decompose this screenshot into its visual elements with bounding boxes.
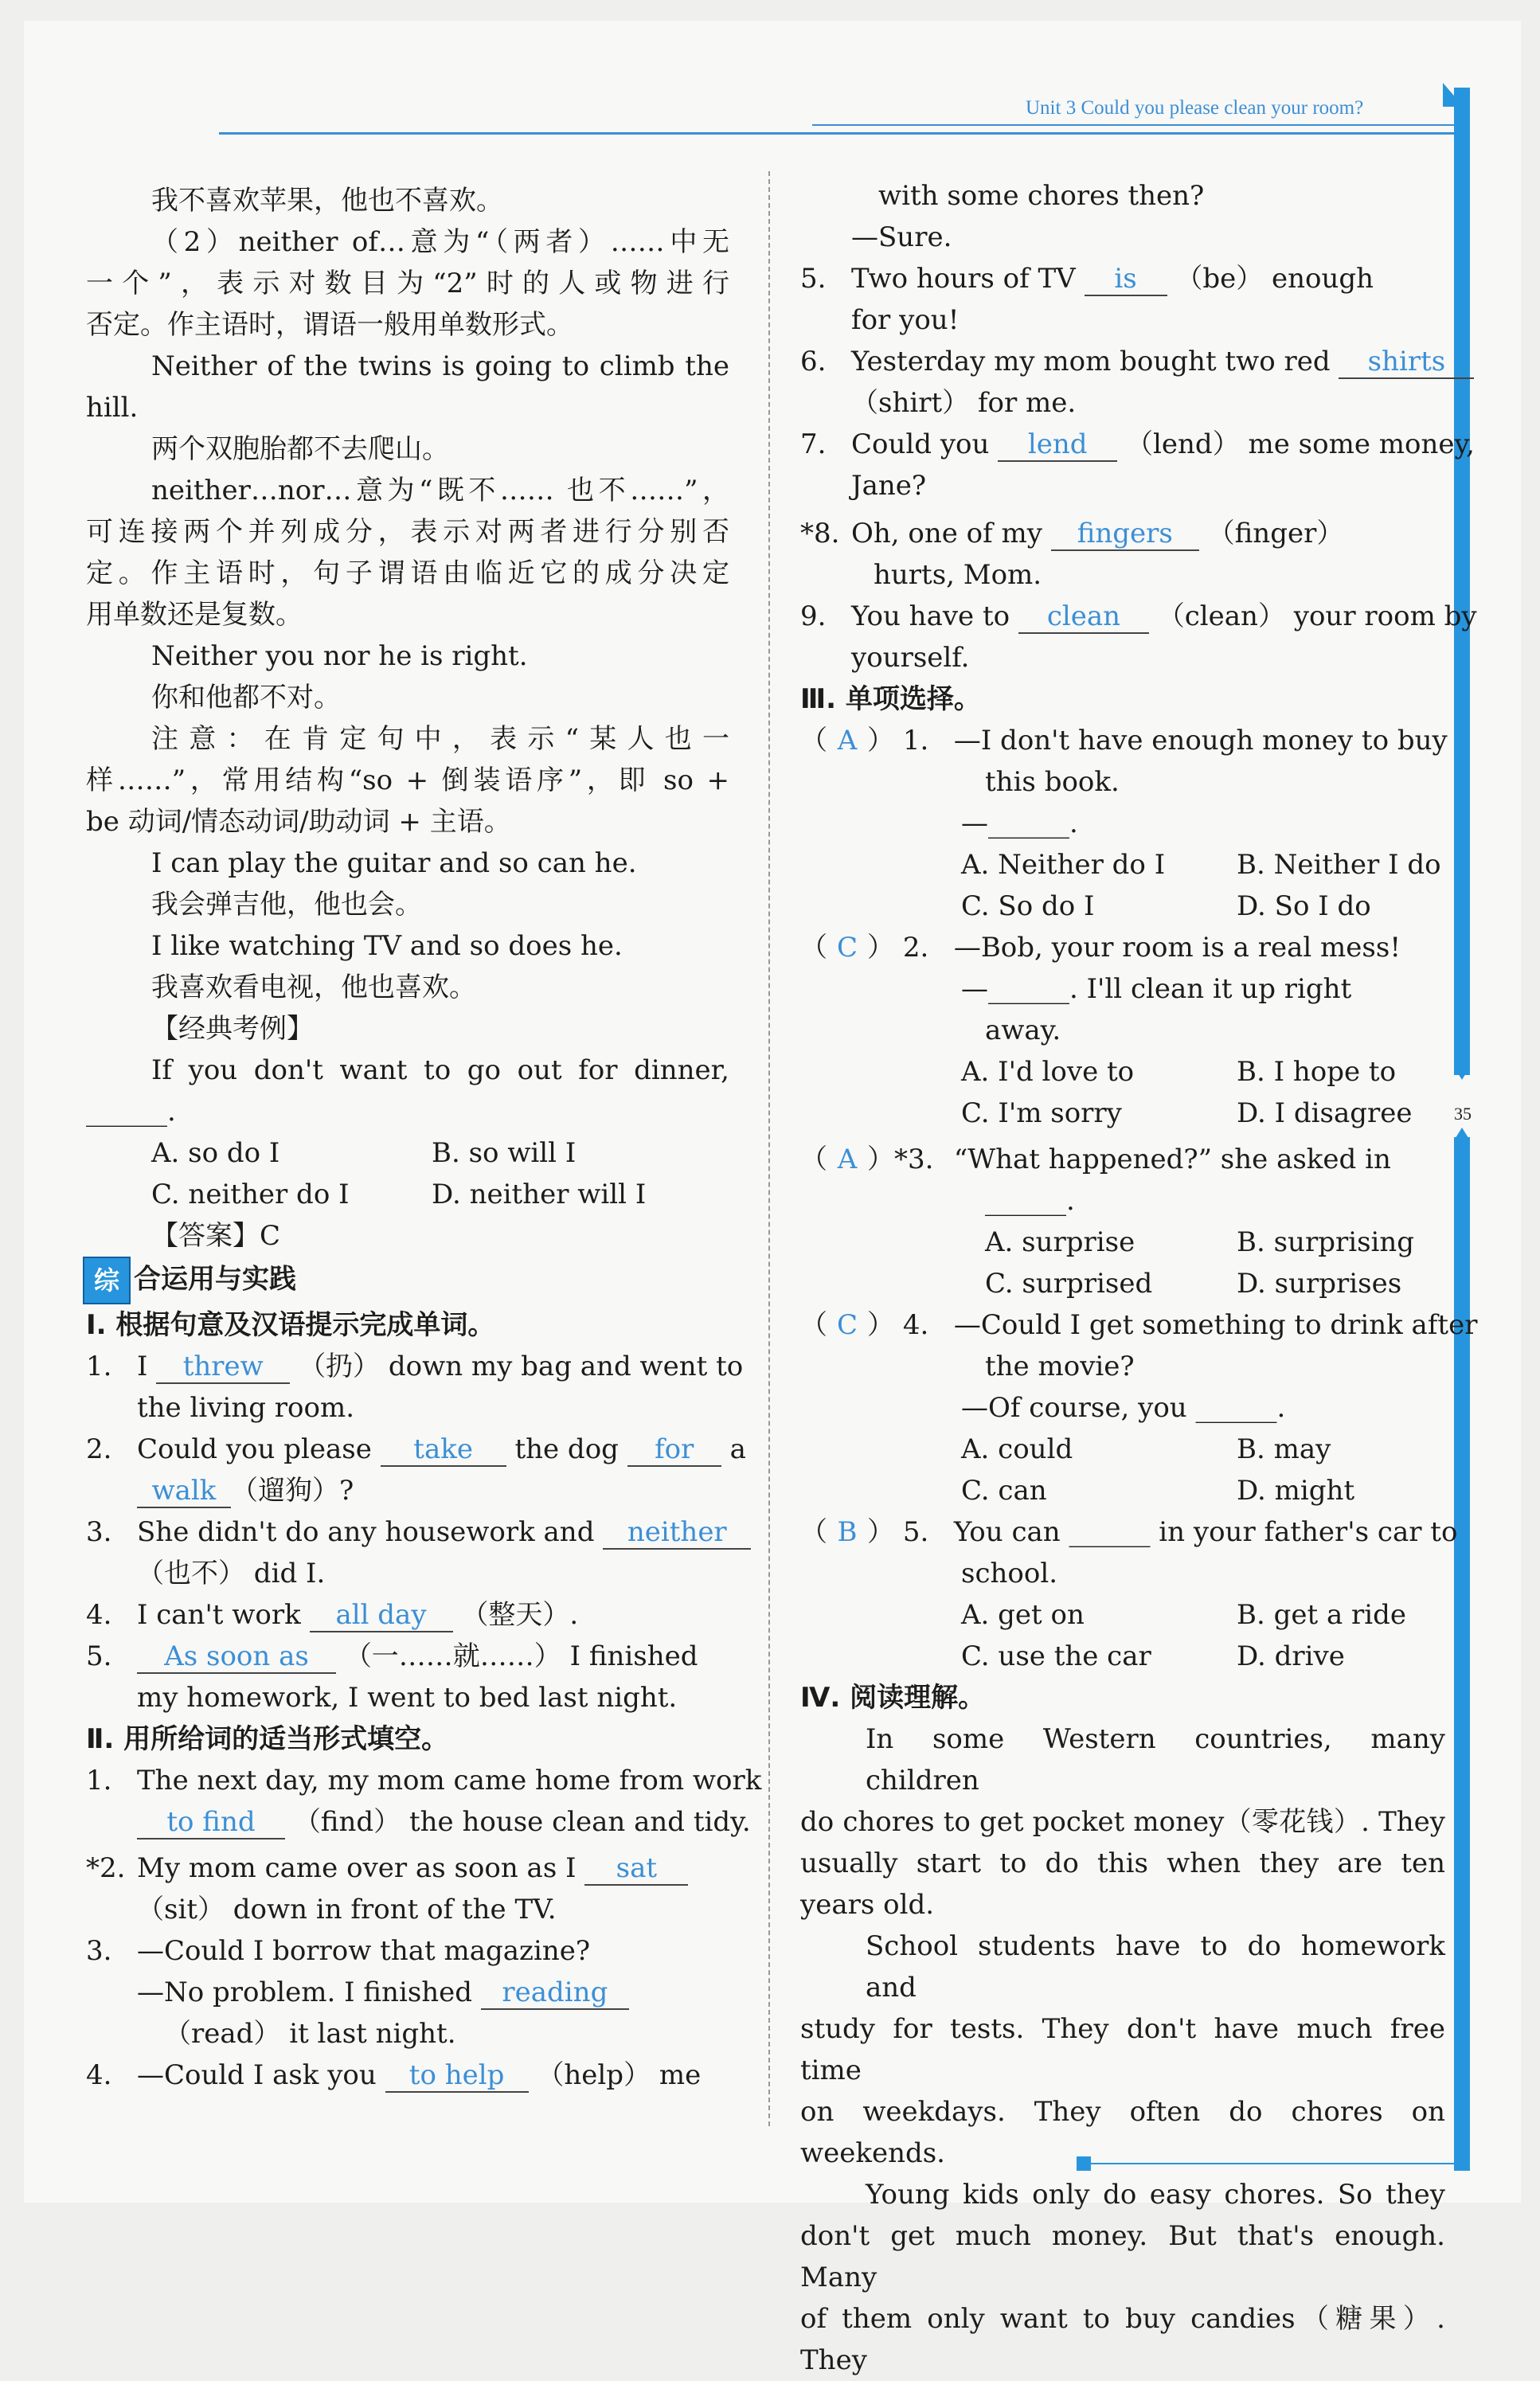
option-row — [800, 886, 1445, 927]
mc-choice: C — [836, 932, 858, 964]
text-line: 样……”，常用结构“so + 倒装语序”，即 so + — [86, 764, 729, 796]
option: D. drive — [1237, 1640, 1345, 1672]
option: A. I'd love to — [961, 1056, 1135, 1088]
option: C. neither do I — [151, 1179, 350, 1210]
question-number: 1. — [902, 725, 929, 757]
reading-line: don't get much money. But that's enough. Many — [800, 2220, 1445, 2293]
option-row — [86, 1132, 729, 1174]
question-number: 4. — [902, 1309, 929, 1341]
question-line: for you! — [851, 304, 960, 336]
question-text: （一……就……） I finished — [344, 1640, 698, 1672]
reading-line: Young kids only do easy chores. So they — [866, 2179, 1445, 2211]
question-text: —No problem. I finished — [137, 1976, 473, 2008]
question-number: 2. — [902, 932, 929, 964]
question-number: 3. — [86, 1516, 112, 1548]
question-line: （也不） did I. — [137, 1558, 326, 1589]
option-row — [800, 844, 1445, 886]
text-line: 我会弹吉他，他也会。 — [151, 889, 422, 921]
question-line — [800, 341, 1445, 382]
question-line: —Sure. — [851, 221, 952, 253]
mc-choice: A — [837, 725, 858, 757]
option: D. might — [1237, 1475, 1355, 1507]
question-text: Yesterday my mom bought two red — [851, 346, 1331, 377]
text-line: 我喜欢看电视，他也喜欢。 — [151, 972, 476, 1003]
question-line: the living room. — [137, 1392, 355, 1424]
text-line: 定。作主语时，句子谓语由临近它的成分决定 — [86, 557, 729, 589]
question-line: my homework, I went to bed last night. — [137, 1682, 678, 1714]
text-line: 我不喜欢苹果，他也不喜欢。 — [151, 185, 503, 217]
question-number: 6. — [800, 346, 827, 377]
question-text: —Could I ask you — [137, 2059, 377, 2091]
mc-question: （ B ） 5. You can ______ in your father's car to — [800, 1511, 1445, 1553]
option: D. So I do — [1237, 890, 1371, 922]
question-line: （shirt） for me. — [851, 387, 1077, 419]
option: D. I disagree — [1237, 1097, 1413, 1129]
question-text: —I don't have enough money to buy — [953, 725, 1448, 757]
running-header: Unit 3 Could you please clean your room? — [1026, 97, 1364, 119]
question-text: —Could I borrow that magazine? — [137, 1935, 591, 1967]
text-line: hill. — [86, 392, 139, 424]
question-text: She didn't do any housework and — [137, 1516, 595, 1548]
question-line: this book. — [985, 766, 1120, 798]
text-line: be 动词/情态动词/助动词 + 主语。 — [86, 806, 511, 838]
question-text: （find） the house clean and tidy. — [293, 1806, 751, 1838]
reading-line: years old. — [800, 1889, 935, 1921]
option-row — [800, 1594, 1445, 1636]
answer-blank: lend — [998, 428, 1117, 462]
option: C. I'm sorry — [961, 1097, 1122, 1129]
text-line: 否定。作主语时，谓语一般用单数形式。 — [86, 309, 573, 341]
option: B. I hope to — [1237, 1056, 1397, 1088]
option-row — [800, 1093, 1445, 1134]
mc-question: （ A ）*3. “What happened?” she asked in — [800, 1139, 1445, 1180]
reading-line: study for tests. They don't have much free time — [800, 2013, 1445, 2086]
question-text: Could you please — [137, 1433, 372, 1465]
question-text: （finger） — [1207, 518, 1344, 549]
mc-choice: B — [837, 1516, 858, 1548]
question-line: （sit） down in front of the TV. — [137, 1894, 557, 1926]
question-text: My mom came over as soon as I — [137, 1852, 577, 1884]
question-number: *8. — [800, 518, 840, 549]
answer-blank: threw — [156, 1351, 290, 1384]
option: B. may — [1237, 1433, 1331, 1465]
reading-line: In some Western countries, many children — [866, 1723, 1445, 1797]
question-text: （clean） your room by — [1157, 600, 1477, 632]
section-heading — [83, 1257, 729, 1304]
section-badge: 综 — [83, 1257, 131, 1304]
option: B. get a ride — [1237, 1599, 1407, 1631]
question-line: —______. I'll clean it up right — [961, 973, 1352, 1005]
question-line: hurts, Mom. — [874, 559, 1042, 591]
answer-blank: reading — [481, 1976, 629, 2010]
question-line: —______. — [961, 807, 1078, 839]
question-text: “What happened?” she asked in — [953, 1144, 1391, 1175]
question-text: （be） enough — [1175, 263, 1374, 295]
text-line: 一个”，表示对数目为“2”时的人或物进行 — [86, 268, 729, 299]
sec1-title: Ⅰ. 根据句意及汉语提示完成单词。 — [86, 1309, 495, 1341]
question-number: 3. — [86, 1935, 112, 1967]
side-bar-notch — [1454, 1067, 1470, 1080]
answer-blank: for — [627, 1433, 721, 1467]
left-column — [86, 180, 762, 2096]
question-text: Oh, one of my — [851, 518, 1042, 549]
option-row — [86, 1174, 729, 1215]
mc-choice: A — [837, 1144, 858, 1175]
question-number: 1. — [86, 1765, 112, 1797]
question-number: 4. — [86, 1599, 112, 1631]
answer-blank: to find — [137, 1806, 285, 1840]
question-text: a — [729, 1433, 746, 1465]
option: C. can — [961, 1475, 1047, 1507]
question-line — [86, 1760, 762, 1801]
question-line: with some chores then? — [878, 180, 1205, 212]
question-line: school. — [961, 1558, 1058, 1589]
option: D. surprises — [1237, 1268, 1402, 1300]
question-number: 5. — [86, 1640, 112, 1672]
question-number: 4. — [86, 2059, 112, 2091]
question-number: 9. — [800, 600, 827, 632]
option-row — [800, 1263, 1445, 1304]
answer-blank: fingers — [1051, 518, 1199, 551]
question-text: Two hours of TV — [851, 263, 1076, 295]
question-text: You have to — [851, 600, 1010, 632]
answer-blank: all day — [310, 1599, 453, 1632]
option: A. surprise — [985, 1226, 1135, 1258]
question-line — [800, 596, 1477, 637]
side-bar-upper — [1454, 88, 1470, 1075]
option: A. could — [961, 1433, 1073, 1465]
answer-blank: clean — [1018, 600, 1149, 634]
option: A. get on — [961, 1599, 1085, 1631]
option: C. use the car — [961, 1640, 1151, 1672]
option: D. neither will I — [432, 1179, 647, 1210]
question-line: away. — [985, 1015, 1061, 1046]
answer-blank: sat — [584, 1852, 688, 1886]
sec3-title: Ⅲ. 单项选择。 — [800, 683, 981, 715]
mc-question: （ A ） 1. —I don't have enough money to buy — [800, 720, 1445, 761]
question-line: —Of course, you ______. — [961, 1392, 1286, 1424]
text-line: I can play the guitar and so can he. — [151, 847, 637, 879]
text-line: （2）neither of…意为“（两者）……中无 — [151, 226, 729, 258]
question-number: 2. — [86, 1433, 112, 1465]
answer-blank: take — [381, 1433, 506, 1467]
answer-blank: walk — [137, 1475, 231, 1508]
question-line: the movie? — [985, 1351, 1135, 1382]
text-line: If you don't want to go out for dinner, — [151, 1054, 729, 1086]
question-line — [800, 258, 1445, 299]
answer-blank: is — [1085, 263, 1167, 296]
sec4-title: Ⅳ. 阅读理解。 — [800, 1682, 986, 1714]
option: A. so do I — [151, 1137, 280, 1169]
question-line — [86, 1636, 729, 1677]
answer-blank: to help — [385, 2059, 529, 2093]
sec2-title: Ⅱ. 用所给词的适当形式填空。 — [86, 1723, 449, 1755]
reading-line: of them only want to buy candies（糖果）. They — [800, 2303, 1445, 2376]
question-number: 5. — [902, 1516, 929, 1548]
header-rule — [219, 132, 1461, 135]
page-number: 35 — [1454, 1104, 1472, 1124]
question-number: 1. — [86, 1351, 112, 1382]
text-line: 用单数还是复数。 — [86, 599, 303, 631]
text-line: Neither of the twins is going to climb the — [151, 350, 729, 382]
mc-question: （ C ） 4. —Could I get something to drink after — [800, 1304, 1445, 1346]
option: B. so will I — [432, 1137, 577, 1169]
text-line: I like watching TV and so does he. — [151, 930, 623, 962]
question-text: I — [137, 1351, 148, 1382]
question-number: 7. — [800, 428, 827, 460]
side-bar-lower — [1454, 1137, 1470, 2171]
question-number: *3. — [894, 1144, 934, 1175]
option: B. Neither I do — [1237, 849, 1441, 881]
example-heading: 【经典考例】 — [151, 1013, 314, 1045]
question-line — [86, 1470, 729, 1511]
question-text: —Bob, your room is a real mess! — [953, 932, 1401, 964]
question-line: yourself. — [851, 642, 970, 674]
text-line: Neither you nor he is right. — [151, 640, 528, 672]
option: A. Neither do I — [961, 849, 1166, 881]
option-row — [800, 1636, 1445, 1677]
question-text: —Could I get something to drink after — [953, 1309, 1478, 1341]
question-line — [800, 424, 1475, 465]
option: C. surprised — [985, 1268, 1153, 1300]
option: B. surprising — [1237, 1226, 1415, 1258]
answer-blank: neither — [603, 1516, 751, 1550]
text-line: 两个双胞胎都不去爬山。 — [151, 433, 449, 465]
option-row — [800, 1470, 1445, 1511]
question-text: The next day, my mom came home from work — [137, 1765, 762, 1797]
question-text: the dog — [514, 1433, 619, 1465]
question-line — [86, 1429, 746, 1470]
option: C. So do I — [961, 890, 1095, 922]
example-answer: 【答案】C — [151, 1220, 281, 1252]
question-line — [86, 1346, 744, 1387]
question-line — [86, 1594, 729, 1636]
section-title: 合运用与实践 — [134, 1263, 296, 1296]
text-line: 可连接两个并列成分，表示对两者进行分别否 — [86, 516, 729, 548]
reading-line: School students have to do homework and — [866, 1930, 1445, 2004]
question-text: （遛狗）? — [231, 1475, 354, 1507]
header-rule-top — [812, 124, 1457, 126]
answer-blank: As soon as — [137, 1640, 336, 1674]
question-number: *2. — [86, 1852, 126, 1884]
question-text: Could you — [851, 428, 990, 460]
question-line — [86, 2055, 729, 2096]
question-number: 5. — [800, 263, 827, 295]
question-line — [86, 1847, 729, 1889]
reading-line: do chores to get pocket money（零花钱）. They — [800, 1806, 1445, 1838]
reading-line: on weekdays. They often do chores on weekends. — [800, 2096, 1445, 2169]
question-text: （整天）. — [461, 1599, 579, 1631]
question-line — [800, 513, 1445, 554]
question-line: Jane? — [851, 470, 927, 502]
question-line — [86, 1511, 729, 1553]
reading-line: usually start to do this when they are ten — [800, 1847, 1445, 1879]
question-line: ______. — [985, 1185, 1075, 1217]
question-text: （扔） down my bag and went to — [299, 1351, 744, 1382]
question-line — [86, 1801, 751, 1843]
column-divider — [768, 171, 770, 2126]
question-text: （help） me — [537, 2059, 702, 2091]
mc-question: （ C ） 2. —Bob, your room is a real mess! — [800, 927, 1445, 968]
question-line: （read） it last night. — [164, 2018, 456, 2050]
mc-choice: C — [836, 1309, 858, 1341]
question-line — [86, 1972, 729, 2013]
option-row — [800, 1051, 1445, 1093]
question-line — [86, 1930, 729, 1972]
option-row — [800, 1429, 1445, 1470]
text-line: ______. — [86, 1096, 176, 1128]
question-text: I can't work — [137, 1599, 301, 1631]
text-line: 注意：在肯定句中，表示“某人也一 — [151, 723, 729, 755]
text-line: 你和他都不对。 — [151, 682, 341, 714]
text-line: neither…nor…意为“既不…… 也不……”， — [151, 475, 729, 506]
answer-blank: shirts — [1339, 346, 1474, 379]
question-text: You can ______ in your father's car to — [953, 1516, 1458, 1548]
question-text: （lend） me some money, — [1126, 428, 1475, 460]
option-row — [800, 1222, 1445, 1263]
